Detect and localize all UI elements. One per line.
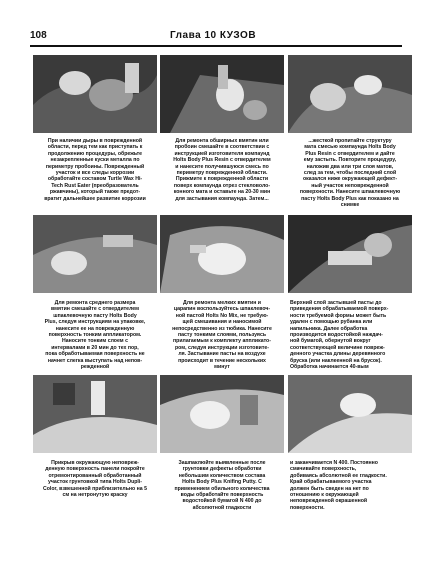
chapter-title: Глава 10 КУЗОВ: [170, 30, 257, 41]
caption-final-sanding: и заканчивается N 400. Постоянно смачивайте поверхность, добиваясь абсолютной ее гладкости. Край обрабатываемого участка должен быть сведен на нет по отношению к окружающей неповрежденной окрашенной поверхности.: [290, 460, 387, 511]
caption-sanding-block: Верхний слой застывшей пасты до приведения обрабатываемой поверх- ности требуемой формы может быть удален с помощью рубанка или напильника. Далее обработка производится водостойкой наждач- ной бумагой, обернутой вокруг соответствующей величине повреж- денного участка длины деревянного бруска (или наклеенной на брусок). Обработка начинается 40-вым: [290, 300, 389, 371]
photo-rust-treatment: [33, 55, 157, 133]
page-number: 108: [30, 30, 47, 41]
caption-primer-spray: Прикрыв окружающую неповреж- денную поверхность панели покройте отремонтированный обработанный участок грунтовкой типа Holts Dupli- Color, взвешенной приблизительно на 5 см на нетронутую краску: [42, 460, 147, 499]
caption-fiberglass-mat: Для ремонта обширных вмятин или пробоин смешайте в соответствии с инструкцией изготовителя компаунд Holts Body Plus Resin с отвердителем и нанесите получившуюся смесь по периметру поврежденной области. Прижмите к поврежденной области поверх компаунда отрез стекловоло- конного мата и оставьте на 20-30 мин для застывания компаунда. Затем...: [173, 138, 271, 202]
photo-primer-spray: [33, 375, 157, 453]
photo-sanding-block: [288, 215, 412, 293]
header-rule: [30, 45, 402, 47]
caption-rust-treatment: При наличии дыры в поврежденной области, перед тем как приступать к продолжению процедуры, обрежьте незакрепленные куски металла по периметру пробоины. Поврежденный участок и все следы коррозии обработайте составом Turtle Wax Hi- Tech Rust Eater (преобразователь ржавчины), который также предот- вратит дальнейшее развитие коррозии: [44, 138, 146, 202]
caption-repeat-layers: ...жесткой пропитайте структуру мата смесью компаунда Holts Body Plus Resin с отвердителем и дайте ему застыть. Повторите процедуру, наложив два или три слоя матов, след за тем, чтобы последний слой оказался ниже окружающей дефект- ный участок неповрежденной поверхности. Нанесите шпаклевочную пасту Holts Body Plus как показано на снимке: [299, 138, 401, 209]
photo-repeat-layers: [288, 55, 412, 133]
caption-no-mix-paste: Для ремонта мелких вмятин и царапин воспользуйтесь шпаклевоч- ной пастой Holts No Mix, не требую- щей смешивания и наносимой непосредственно из тюбика. Нанесите пасту тонкими слоями, пользуясь прилагаемым к комплекту аппликато- ром, следуя инструкции изготовите- ля. Застывание пасты на воздухе происходит в течение нескольких минут: [172, 300, 272, 371]
photo-fiberglass-mat: [160, 55, 284, 133]
photo-knifing-putty: [160, 375, 284, 453]
page-header: [30, 30, 400, 46]
photo-no-mix-paste: [160, 215, 284, 293]
caption-knifing-putty: Зашпаклюйте выявленные после грунтовки дефекты обработки небольшим количеством состава Holts Body Plus Knifing Putty. С применением обильного количества воды обработайте поверхность водостойкой бумагой N 400 до абсолютной гладкости: [174, 460, 270, 511]
photo-final-sanding: [288, 375, 412, 453]
photo-filler-paste: [33, 215, 157, 293]
caption-filler-paste: Для ремонта среднего размера вмятин смешайте с отвердителем шпаклевочную пасту Holts Body Plus, следуя инструкциям на упаковке, нанесите ее на поврежденную поверхность тонким аппликатором. Наносите тонким слоем с интервалами в 20 мин до тех пор, пока обработываемая поверхность не начнет слегка выступать над непов- режденной: [44, 300, 146, 371]
